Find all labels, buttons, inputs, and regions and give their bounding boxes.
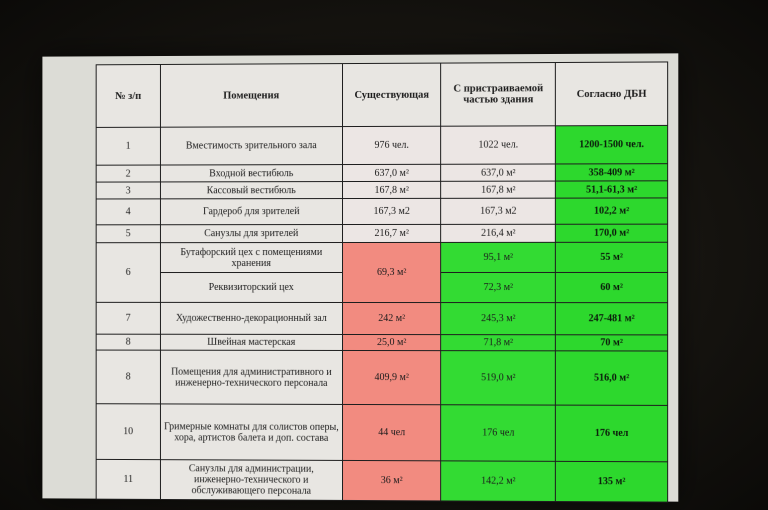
table-row [96, 164, 667, 182]
row-number: 1 [96, 127, 160, 165]
cell-existing: 409,9 м² [343, 350, 441, 404]
cell-existing: 167,8 м² [343, 181, 441, 198]
table-row [96, 224, 667, 243]
row-name: Помещения для административного и инженерно-технического персонала [160, 350, 342, 404]
table-row [96, 459, 667, 502]
table-row [96, 125, 667, 165]
cell-extended: 176 чел [441, 405, 556, 462]
cell-existing: 637,0 м² [343, 164, 441, 181]
table-row [96, 350, 667, 405]
cell-existing: 216,7 м² [343, 224, 441, 242]
cell-existing: 167,3 м2 [343, 198, 441, 224]
row-number: 4 [96, 199, 160, 225]
row-name: Входной вестибюль [160, 165, 342, 182]
row-name: Кассовый вестибюль [160, 182, 342, 199]
row-name: Художественно-декорационный зал [160, 302, 342, 334]
cell-extended: 519,0 м² [441, 351, 556, 405]
header-extended: С пристраиваемой частью здания [441, 63, 556, 127]
cell-dbn: 102,2 м² [556, 198, 668, 224]
row-number: 3 [96, 182, 160, 199]
cell-dbn: 170,0 м² [556, 224, 668, 242]
table-row [96, 242, 667, 272]
cell-existing: 242 м² [343, 302, 441, 334]
cell-extended: 72,3 м² [441, 272, 556, 302]
cell-dbn: 51,1-61,3 м² [556, 181, 668, 198]
cell-extended: 245,3 м² [441, 303, 556, 335]
header-existing: Существующая [343, 63, 441, 126]
cell-existing: 25,0 м² [343, 334, 441, 350]
row-name: Гардероб для зрителей [160, 199, 342, 225]
cell-dbn: 516,0 м² [556, 351, 668, 406]
table-row [96, 334, 667, 351]
row-name: Вместимость зрительного зала [160, 127, 342, 165]
table-row [96, 302, 667, 335]
cell-extended: 167,3 м2 [441, 198, 556, 224]
table-row [96, 404, 667, 462]
cell-dbn: 60 м² [556, 272, 668, 302]
row-name: Санузлы для администрации, инженерно-технического и обслуживающего персонала [160, 460, 342, 501]
cell-extended: 216,4 м² [441, 224, 556, 242]
row-number: 8 [96, 350, 160, 404]
cell-dbn: 70 м² [556, 335, 668, 351]
row-number: 10 [96, 404, 160, 460]
cell-dbn: 247-481 м² [556, 303, 668, 335]
row-name: Гримерные комнаты для солистов оперы, хора, артистов балета и доп. состава [160, 404, 342, 461]
row-number: 6 [96, 243, 160, 303]
table-row [96, 198, 667, 225]
cell-dbn: 55 м² [556, 242, 668, 272]
cell-dbn: 1200-1500 чел. [556, 125, 668, 164]
cell-extended: 637,0 м² [441, 164, 556, 181]
cell-extended: 142,2 м² [441, 461, 556, 502]
cell-existing: 976 чел. [343, 126, 441, 164]
cell-extended: 95,1 м² [441, 242, 556, 272]
row-number: 5 [96, 225, 160, 243]
row-number: 8 [96, 334, 160, 350]
row-number: 11 [96, 459, 160, 499]
row-name: Санузлы для зрителей [160, 225, 342, 243]
cell-extended: 167,8 м² [441, 181, 556, 198]
cell-dbn: 176 чел [556, 405, 668, 462]
cell-existing: 36 м² [343, 460, 441, 500]
comparison-table [96, 61, 668, 502]
projection-screen [42, 53, 678, 501]
cell-existing: 44 чел [343, 404, 441, 460]
cell-existing: 69,3 м² [343, 242, 441, 302]
header-number: № з/п [96, 64, 160, 127]
row-name: Швейная мастерская [160, 334, 342, 350]
row-name: Реквизиторский цех [160, 273, 342, 303]
cell-extended: 1022 чел. [441, 126, 556, 164]
cell-dbn: 135 м² [556, 461, 668, 502]
table-row [96, 181, 667, 199]
cell-dbn: 358-409 м² [556, 164, 668, 181]
row-number: 2 [96, 165, 160, 182]
cell-extended: 71,8 м² [441, 335, 556, 351]
table-header-row [96, 62, 667, 127]
header-rooms: Помещения [160, 64, 342, 128]
row-number: 7 [96, 302, 160, 334]
row-name: Бутафорский цех с помещениями хранения [160, 243, 342, 273]
header-dbn: Согласно ДБН [556, 62, 668, 126]
